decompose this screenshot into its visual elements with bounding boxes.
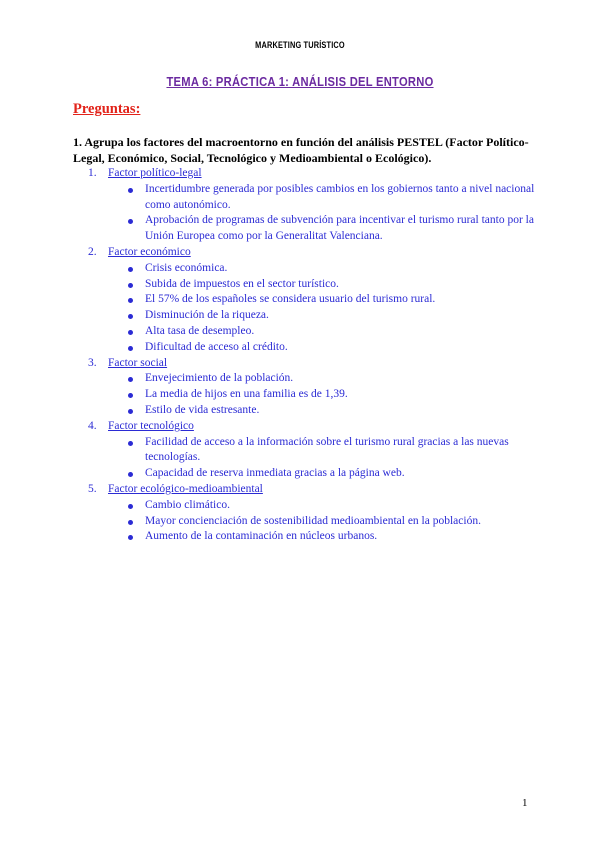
factor-number: 1. — [88, 167, 97, 179]
question-text: 1. Agrupa los factores del macroentorno en función del análisis PESTEL (Factor Político-Legal, Económico, Social, Tecnológico y Medioambiental o Ecológico). — [73, 135, 529, 165]
factor-item — [88, 277, 538, 293]
bullet-icon — [128, 283, 133, 288]
bullet-icon — [128, 188, 133, 193]
practice-title: TEMA 6: PRÁCTICA 1: ANÁLISIS DEL ENTORNO — [166, 74, 434, 89]
factor-heading — [88, 482, 538, 498]
factor-item-text: Aumento de la contaminación en núcleos urbanos. — [145, 530, 378, 543]
factor-heading — [88, 419, 538, 435]
bullet-icon — [128, 409, 133, 414]
bullet-icon — [128, 535, 133, 540]
factor-item — [88, 182, 538, 214]
factor-item — [88, 514, 538, 530]
factor-heading — [88, 166, 538, 182]
factor-item — [88, 435, 538, 467]
factor-item — [88, 261, 538, 277]
factor-item-text: Cambio climático. — [145, 498, 230, 511]
factor-heading — [88, 245, 538, 261]
factor-item — [88, 387, 538, 403]
factor-item-text: Subida de impuestos en el sector turístico. — [145, 277, 339, 290]
factor-number: 4. — [88, 419, 97, 432]
factor-item-text: Mayor concienciación de sostenibilidad medioambiental en la población. — [145, 514, 481, 527]
factor-items — [88, 435, 538, 482]
factor-item-text: Dificultad de acceso al crédito. — [145, 340, 288, 353]
factor-item — [88, 340, 538, 356]
factor-item — [88, 498, 538, 514]
factor-items — [88, 261, 538, 356]
factor-item-text: Estilo de vida estresante. — [145, 403, 260, 416]
factor-item — [88, 324, 538, 340]
bullet-icon — [128, 298, 133, 303]
bullet-icon — [128, 504, 133, 509]
factor-number: 5. — [88, 482, 97, 495]
factor-section-social — [88, 356, 538, 419]
factor-title: Factor económico — [108, 245, 191, 258]
bullet-icon — [128, 393, 133, 398]
factor-item-text: Capacidad de reserva inmediata gracias a la página web. — [145, 467, 405, 480]
bullet-icon — [128, 330, 133, 335]
factor-section-economic — [88, 245, 538, 356]
factor-item-text: Incertidumbre generada por posibles cambios en los gobiernos tanto a nivel nacional como autonómico. — [145, 182, 535, 211]
bullet-icon — [128, 346, 133, 351]
factor-item-text: Crisis económica. — [145, 261, 228, 274]
factor-item — [88, 308, 538, 324]
factor-item-text: Envejecimiento de la población. — [145, 372, 294, 385]
factor-items — [88, 182, 538, 245]
factor-number: 2. — [88, 245, 97, 258]
factor-item-text: Disminución de la riqueza. — [145, 309, 269, 322]
factor-item-text: Aprobación de programas de subvención para incentivar el turismo rural tanto por la Unión Europea como por la Generalitat Valenciana. — [145, 214, 534, 243]
factor-items — [88, 371, 538, 418]
questions-heading: Preguntas: — [73, 101, 141, 117]
pestel-factor-list — [88, 166, 538, 545]
document-header: MARKETING TURÍSTICO — [255, 40, 345, 50]
factor-title: Factor político-legal — [108, 167, 202, 179]
factor-item — [88, 371, 538, 387]
bullet-icon — [128, 520, 133, 525]
factor-number: 3. — [88, 356, 97, 369]
factor-item-text: El 57% de los españoles se considera usuario del turismo rural. — [145, 293, 436, 306]
factor-heading — [88, 356, 538, 372]
bullet-icon — [128, 441, 133, 446]
factor-item — [88, 466, 538, 482]
factor-item-text: Facilidad de acceso a la información sobre el turismo rural gracias a las nuevas tecnologías. — [145, 435, 509, 464]
factor-item — [88, 213, 538, 245]
factor-section-technological — [88, 419, 538, 482]
bullet-icon — [128, 314, 133, 319]
factor-item-text: Alta tasa de desempleo. — [145, 324, 255, 337]
factor-item — [88, 529, 538, 545]
factor-title: Factor social — [108, 356, 168, 369]
bullet-icon — [128, 267, 133, 272]
factor-item — [88, 403, 538, 419]
factor-item-text: La media de hijos en una familia es de 1,39. — [145, 388, 348, 401]
factor-items — [88, 498, 538, 545]
bullet-icon — [128, 472, 133, 477]
bullet-icon — [128, 219, 133, 224]
factor-section-political — [88, 166, 538, 245]
bullet-icon — [128, 377, 133, 382]
factor-title: Factor tecnológico — [108, 419, 194, 432]
page-number: 1 — [522, 797, 528, 809]
factor-item — [88, 292, 538, 308]
factor-section-ecological — [88, 482, 538, 545]
factor-title: Factor ecológico-medioambiental — [108, 482, 263, 495]
